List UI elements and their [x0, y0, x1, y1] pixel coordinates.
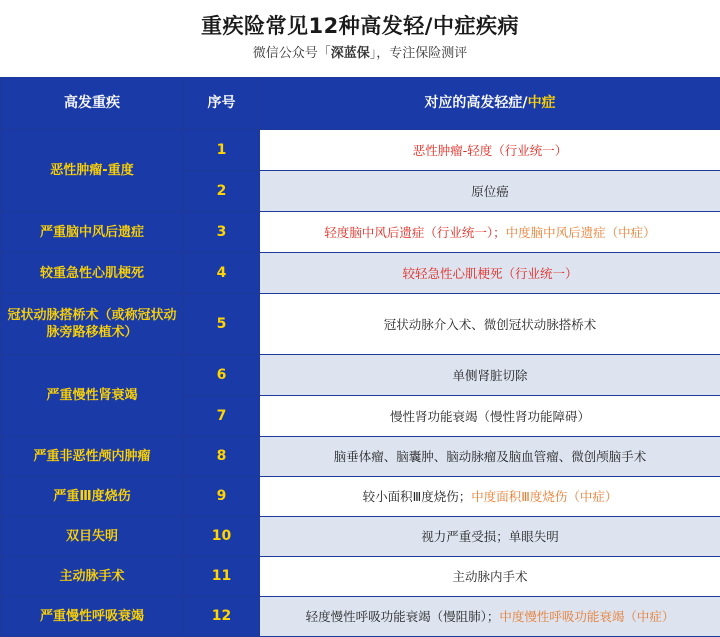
table-row [1, 355, 720, 396]
mild-text-segment: 原位癌 [471, 184, 509, 199]
disease-cell: 严重Ⅲ度烧伤 [1, 477, 184, 517]
mild-text-segment: 恶性肿瘤-轻度（行业统一） [413, 143, 568, 158]
mild-cell [260, 171, 720, 212]
page-subtitle [0, 42, 720, 61]
row-number: 11 [184, 557, 260, 597]
row-number: 3 [184, 212, 260, 253]
row-number: 9 [184, 477, 260, 517]
table-row [1, 253, 720, 294]
mild-text-segment: 单侧肾脏切除 [452, 368, 527, 383]
mild-text-segment: 冠状动脉介入术、微创冠状动脉搭桥术 [384, 317, 597, 332]
disease-table [0, 77, 720, 637]
mild-text-segment: 视力严重受损；单眼失明 [421, 529, 559, 544]
row-number: 12 [184, 597, 260, 637]
header-mild-highlight: 中症 [528, 95, 556, 111]
mild-text-segment: 中度面积Ⅲ度烧伤（中症） [471, 489, 617, 504]
table-row [1, 212, 720, 253]
mild-cell [260, 355, 720, 396]
disease-cell: 较重急性心肌梗死 [1, 253, 184, 294]
subtitle-brand: 深蓝保 [331, 46, 370, 61]
header-mild-prefix: 对应的高发轻症/ [424, 95, 527, 111]
table-row [1, 294, 720, 355]
disease-cell: 严重慢性呼吸衰竭 [1, 597, 184, 637]
row-number: 7 [184, 396, 260, 437]
mild-text-segment: 较轻急性心肌梗死（行业统一） [402, 266, 577, 281]
row-number: 5 [184, 294, 260, 355]
mild-cell [260, 212, 720, 253]
mild-cell [260, 517, 720, 557]
mild-cell [260, 294, 720, 355]
subtitle-prefix: 微信公众号「 [253, 46, 331, 61]
mild-text-segment: 中度脑中风后遗症（中症） [506, 225, 656, 240]
mild-cell [260, 477, 720, 517]
mild-text-segment: 轻度慢性呼吸功能衰竭（慢阻肺）； [306, 609, 500, 624]
row-number: 10 [184, 517, 260, 557]
header-disease: 高发重疾 [1, 78, 184, 130]
disease-cell: 双目失明 [1, 517, 184, 557]
table-row [1, 437, 720, 477]
table-row [1, 130, 720, 171]
disease-cell: 恶性肿瘤-重度 [1, 130, 184, 212]
mild-text-segment: 较小面积Ⅲ度烧伤； [363, 489, 472, 504]
mild-cell [260, 253, 720, 294]
mild-text-segment: 脑垂体瘤、脑囊肿、脑动脉瘤及脑血管瘤、微创颅脑手术 [334, 449, 647, 464]
mild-cell [260, 396, 720, 437]
header-mild [260, 78, 720, 130]
disease-cell: 严重慢性肾衰竭 [1, 355, 184, 437]
table-row [1, 517, 720, 557]
mild-cell [260, 130, 720, 171]
disease-cell: 主动脉手术 [1, 557, 184, 597]
table-row [1, 557, 720, 597]
row-number: 6 [184, 355, 260, 396]
table-header-row [1, 78, 720, 130]
subtitle-suffix: 」，专注保险测评 [370, 46, 468, 61]
mild-text-segment: 慢性肾功能衰竭（慢性肾功能障碍） [390, 409, 590, 424]
row-number: 2 [184, 171, 260, 212]
mild-cell [260, 437, 720, 477]
disease-cell: 严重脑中风后遗症 [1, 212, 184, 253]
mild-cell [260, 557, 720, 597]
mild-text-segment: 中度慢性呼吸功能衰竭（中症） [499, 609, 674, 624]
table-row [1, 477, 720, 517]
mild-text-segment: 轻度脑中风后遗症（行业统一）； [324, 225, 505, 240]
mild-text-segment: 主动脉内手术 [452, 569, 527, 584]
mild-cell [260, 597, 720, 637]
disease-cell: 严重非恶性颅内肿瘤 [1, 437, 184, 477]
header-no: 序号 [184, 78, 260, 130]
page-title: 重疾险常见12种高发轻/中症疾病 [0, 10, 720, 40]
row-number: 1 [184, 130, 260, 171]
row-number: 8 [184, 437, 260, 477]
table-row [1, 597, 720, 637]
disease-cell: 冠状动脉搭桥术（或称冠状动脉旁路移植术） [1, 294, 184, 355]
row-number: 4 [184, 253, 260, 294]
